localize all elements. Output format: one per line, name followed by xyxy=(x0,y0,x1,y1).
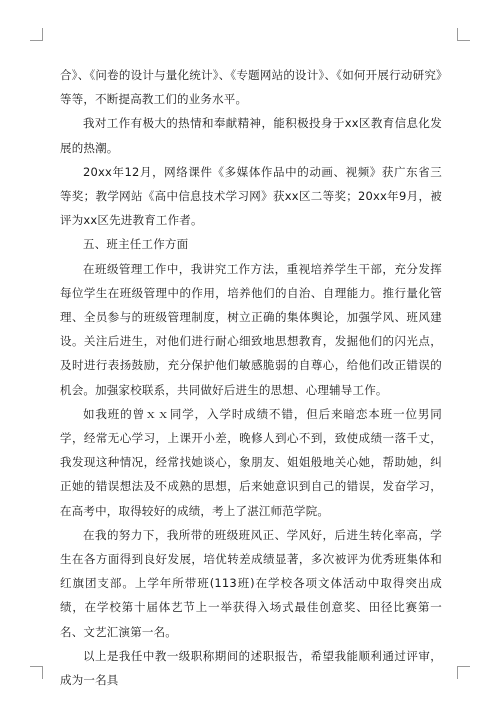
paragraph-class-management: 在班级管理工作中，我讲究工作方法，重视培养学生干部，充分发挥每位学生在班级管理中的作用，培养他们的自治、自理能力。推行量化管理、全员参与的班级管理制度，树立正确的集体舆论，加强学风、班风建设。关注后进生，对他们进行耐心细致地思想教育，发掘他们的闪光点，及时进行表扬鼓励，充分保护他们敏感脆弱的自尊心，给他们改正错误的机会。加强家校联系，共同做好后进生的思想、心理辅导工作。 xyxy=(60,261,442,397)
paragraph-awards: 20xx年12月，网络课件《多媒体作品中的动画、视频》获广东省三等奖；教学网站《高中信息技术学习网》获xx区二等奖；20xx年9月，被评为xx区先进教育工作者。 xyxy=(60,164,442,228)
crop-mark-bottom-right xyxy=(457,666,470,679)
document-body xyxy=(60,63,442,692)
paragraph-achievements: 在我的努力下，我所带的班级班风正、学风好，后进生转化率高，学生在各方面得到良好发展，培优转差成绩显著，多次被评为优秀班集体和红旗团支部。上学年所带班(113班)在学校各项文体活动中取得突出成绩，在学校第十届体艺节上一举获得入场式最佳创意奖、田径比赛第一名、文艺汇演第一名。 xyxy=(60,527,442,639)
paragraph-student-example: 如我班的曾ｘｘ同学，入学时成绩不错，但后来暗恋本班一位男同学，经常无心学习，上课开小差，晚修人到心不到，致使成绩一落千丈，我发现这种情况，经常找她谈心，象朋友、姐姐般地关心她，帮助她，纠正她的错误想法及不成熟的思想，后来她意识到自己的错误，发奋学习，在高考中，取得较好的成绩，考上了湛江师范学院。 xyxy=(60,406,442,518)
paragraph-enthusiasm: 我对工作有极大的热情和奉献精神，能积极投身于xx区教育信息化发展的热潮。 xyxy=(60,116,442,155)
paragraph-conclusion: 以上是我任中教一级职称期间的述职报告，希望我能顺利通过评审，成为一名具 xyxy=(60,648,442,688)
crop-mark-top-left xyxy=(30,28,43,41)
crop-mark-top-right xyxy=(457,28,470,41)
crop-mark-bottom-left xyxy=(30,666,43,679)
paragraph-continuation: 合》、《问卷的设计与量化统计》、《专题网站的设计》、《如何开展行动研究》等等，不断提高教工们的业务水平。 xyxy=(60,68,442,107)
section-heading: 五、班主任工作方面 xyxy=(83,237,189,252)
